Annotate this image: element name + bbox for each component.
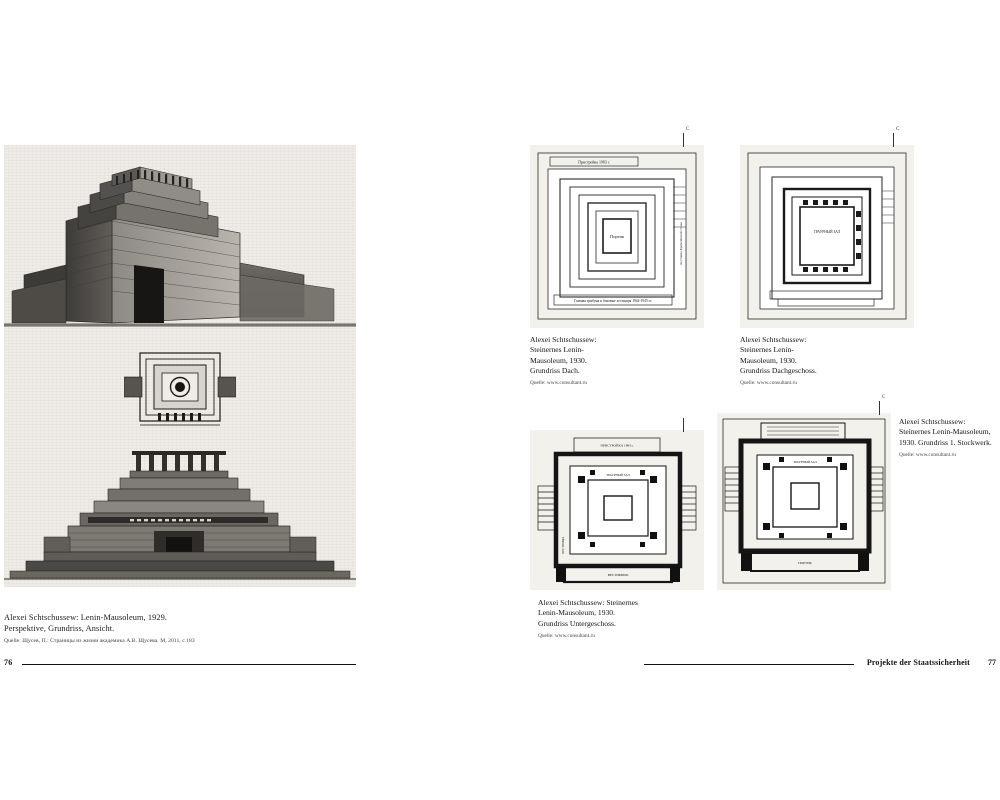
section-mark-label: C [686, 127, 690, 132]
folio-right: 77 [988, 658, 996, 667]
perspective-drawing [4, 145, 356, 345]
running-head: Projekte der Staatssicherheit [866, 658, 970, 667]
caption-line: Steinernes Lenin- [530, 345, 584, 355]
caption-line: Mausoleum, 1930. [530, 355, 587, 365]
right-page [500, 0, 1000, 800]
svg-text:ЛЕСТНИЦА: ЛЕСТНИЦА [561, 536, 565, 554]
caption-source: Quelle: www.consultant.ru [899, 451, 956, 458]
svg-text:ТРАУРНЫЙ ЗАЛ: ТРАУРНЫЙ ЗАЛ [606, 473, 630, 477]
section-mark-tick [683, 133, 684, 147]
footer-rule-left [22, 664, 356, 665]
svg-text:ВЕСТИБЮЛЬ: ВЕСТИБЮЛЬ [607, 573, 629, 577]
figure-caption-grundriss-1-stockwerk [899, 417, 1000, 459]
section-mark-tick [879, 401, 880, 415]
svg-text:ТРАУРНЫЙ ЗАЛ: ТРАУРНЫЙ ЗАЛ [793, 460, 817, 464]
caption-line: Alexei Schtschussew: [530, 335, 597, 344]
figure-caption-grundriss-dachgeschoss [740, 335, 870, 388]
caption-source: Quelle: www.consultant.ru [530, 380, 587, 387]
grundriss-1-stockwerk-image [717, 413, 891, 590]
svg-text:Пристройка 1983 г.: Пристройка 1983 г. [578, 160, 610, 165]
svg-text:ТРАУРНЫЙ ЗАЛ: ТРАУРНЫЙ ЗАЛ [813, 230, 841, 234]
caption-line: Alexei Schtschussew: [740, 335, 807, 344]
grundriss-plan-drawing [124, 347, 236, 437]
svg-text:ПРИСТРОЙКА 1983 г.: ПРИСТРОЙКА 1983 г. [600, 443, 634, 448]
caption-source: Quelle: www.consultant.ru [740, 380, 797, 387]
footer-rule-right [644, 664, 854, 665]
svg-text:Лестница Кремлёвской стены: Лестница Кремлёвской стены [679, 222, 683, 265]
figure-caption-grundriss-dach [530, 335, 660, 388]
svg-text:Главная трибуна и боковые лест: Главная трибуна и боковые лестницы 1944-1945 гг. [573, 299, 653, 303]
svg-text:ПОРТИК: ПОРТИК [798, 561, 812, 565]
caption-source: Quelle: Щусев, П.: Страницы из жизни академика А.В. Щусева. М, 2011, с.183 [4, 638, 195, 645]
caption-line: Alexei Schtschussew: Steinernes [538, 598, 638, 607]
caption-line: Grundriss Untergeschoss. [538, 618, 616, 628]
section-mark-tick [893, 133, 894, 147]
figure-caption-grundriss-untergeschoss [538, 598, 688, 640]
caption-line: Grundriss Dach. [530, 366, 580, 376]
caption-line-2: Perspektive, Grundriss, Ansicht. [4, 624, 115, 634]
caption-line: Steinernes Lenin-Mausoleum, [899, 427, 991, 437]
ansicht-elevation-drawing [4, 445, 356, 587]
caption-line: Grundriss Dachgeschoss. [740, 366, 817, 376]
left-figure-caption [4, 612, 334, 646]
caption-line: Lenin-Mausoleum, 1930. [538, 608, 615, 618]
grundriss-dachgeschoss-image [740, 145, 914, 328]
caption-line: Alexei Schtschussew: [899, 417, 966, 426]
svg-text:Портик: Портик [610, 234, 624, 239]
lenin-mausoleum-1929-plate [4, 145, 356, 587]
section-mark-tick [683, 418, 684, 432]
grundriss-dach-image [530, 145, 704, 328]
section-mark-label: C [882, 395, 886, 400]
caption-line: Mausoleum, 1930. [740, 355, 797, 365]
section-mark-label: C [896, 127, 900, 132]
caption-line-1: Alexei Schtschussew: Lenin-Mausoleum, 1929. [4, 613, 168, 622]
caption-source: Quelle: www.consultant.ru [538, 632, 595, 639]
folio-left: 76 [4, 658, 13, 667]
caption-line: 1930. Grundriss 1. Stockwerk. [899, 437, 992, 447]
caption-line: Steinernes Lenin- [740, 345, 794, 355]
grundriss-untergeschoss-image [530, 430, 704, 590]
